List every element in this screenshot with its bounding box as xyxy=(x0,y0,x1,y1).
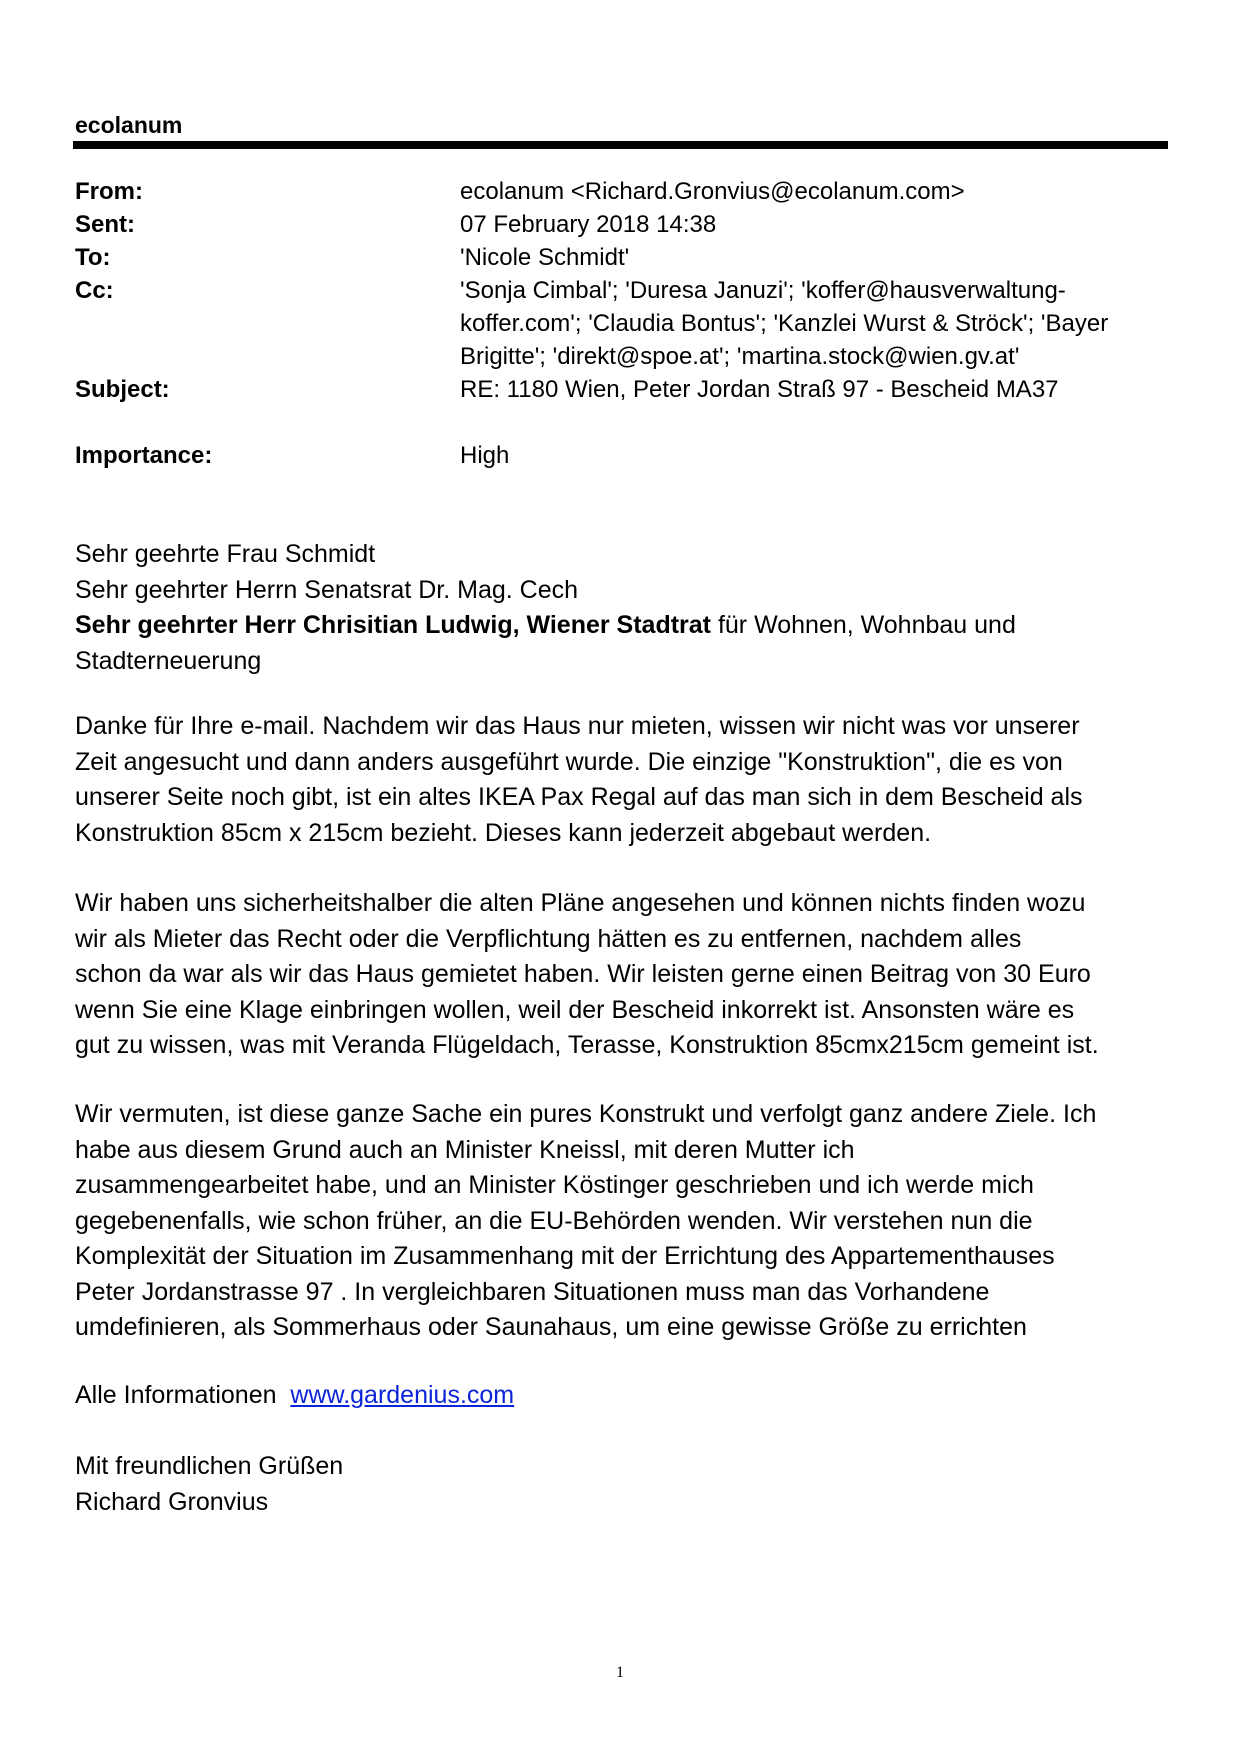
to-label: To: xyxy=(75,244,111,271)
para2-line: wenn Sie eine Klage einbringen wollen, weil der Bescheid inkorrekt ist. Ansonsten wäre es xyxy=(75,995,1075,1024)
from-label: From: xyxy=(75,178,143,205)
para2-line: wir als Mieter das Recht oder die Verpflichtung hätten es zu entfernen, nachdem alles xyxy=(75,924,1022,953)
salutation-block xyxy=(75,537,1175,679)
header-divider xyxy=(73,141,1168,149)
importance-label: Importance: xyxy=(75,442,213,469)
para3-line: habe aus diesem Grund auch an Minister Kneissl, mit deren Mutter ich xyxy=(75,1135,855,1164)
para3-line: umdefinieren, als Sommerhaus oder Saunahaus, um eine gewisse Größe zu errichten xyxy=(75,1313,1027,1341)
to-value: 'Nicole Schmidt' xyxy=(460,244,630,271)
paragraph-2 xyxy=(75,886,1175,1064)
greeting-3 xyxy=(75,608,1175,644)
from-value: ecolanum <Richard.Gronvius@ecolanum.com> xyxy=(460,178,965,205)
closing-block xyxy=(75,1449,1175,1520)
para3-line: gegebenenfalls, wie schon früher, an die EU-Behörden wenden. Wir verstehen nun die xyxy=(75,1206,1033,1235)
greeting-3-rest: für Wohnen, Wohnbau und xyxy=(711,611,1016,639)
greeting-1: Sehr geehrte Frau Schmidt xyxy=(75,540,376,568)
greeting-2: Sehr geehrter Herrn Senatsrat Dr. Mag. Cech xyxy=(75,575,579,604)
sent-value: 07 February 2018 14:38 xyxy=(460,211,717,238)
signature: Richard Gronvius xyxy=(75,1487,269,1516)
paragraph-3 xyxy=(75,1097,1175,1346)
sent-label: Sent: xyxy=(75,211,135,238)
para2-line: gut zu wissen, was mit Veranda Flügeldach, Terasse, Konstruktion 85cmx215cm gemeint ist. xyxy=(75,1031,1099,1059)
para3-line: Wir vermuten, ist diese ganze Sache ein pures Konstrukt und verfolgt ganz andere Ziele. Ich xyxy=(75,1100,1097,1128)
page-number: 1 xyxy=(616,1664,624,1681)
para3-line: Komplexität der Situation im Zusammenhang mit der Errichtung des Appartementhauses xyxy=(75,1242,1055,1270)
greeting-3-bold: Sehr geehrter Herr Chrisitian Ludwig, Wiener Stadtrat xyxy=(75,611,712,639)
para2-line: Wir haben uns sicherheitshalber die alten Pläne angesehen und können nichts finden wozu xyxy=(75,889,1086,917)
para1-line: unserer Seite noch gibt, ist ein altes IKEA Pax Regal auf das man sich in dem Bescheid als xyxy=(75,783,1083,811)
gardenius-link[interactable]: www.gardenius.com xyxy=(290,1381,515,1409)
closing: Mit freundlichen Grüßen xyxy=(75,1452,344,1480)
cc-value xyxy=(460,274,1160,373)
sender-name: ecolanum xyxy=(75,112,183,138)
subject-label: Subject: xyxy=(75,376,170,403)
cc-line-1: 'Sonja Cimbal'; 'Duresa Januzi'; 'koffer@hausverwaltung- xyxy=(460,277,1066,304)
cc-line-3: Brigitte'; 'direkt@spoe.at'; 'martina.stock@wien.gv.at' xyxy=(460,343,1020,370)
subject-value: RE: 1180 Wien, Peter Jordan Straß 97 - Bescheid MA37 xyxy=(460,376,1059,403)
para1-line: Danke für Ihre e-mail. Nachdem wir das Haus nur mieten, wissen wir nicht was vor unserer xyxy=(75,712,1080,740)
para1-line: Zeit angesucht und dann anders ausgeführt wurde. Die einzige "Konstruktion", die es von xyxy=(75,747,1063,776)
paragraph-1 xyxy=(75,709,1175,851)
para3-line: zusammengearbeitet habe, und an Minister Köstinger geschrieben und ich werde mich xyxy=(75,1171,1034,1199)
para1-line: Konstruktion 85cm x 215cm bezieht. Dieses kann jederzeit abgebaut werden. xyxy=(75,818,932,847)
greeting-3-line-2: Stadterneuerung xyxy=(75,646,262,675)
para2-line: schon da war als wir das Haus gemietet haben. Wir leisten gerne einen Beitrag von 30 Euro xyxy=(75,960,1091,988)
importance-value: High xyxy=(460,442,510,469)
cc-label: Cc: xyxy=(75,277,114,304)
cc-line-2: koffer.com'; 'Claudia Bontus'; 'Kanzlei Wurst & Ströck'; 'Bayer xyxy=(460,310,1109,337)
info-line xyxy=(75,1378,1175,1414)
para3-line: Peter Jordanstrasse 97 . In vergleichbaren Situationen muss man das Vorhandene xyxy=(75,1277,990,1306)
info-label: Alle Informationen xyxy=(75,1381,291,1409)
